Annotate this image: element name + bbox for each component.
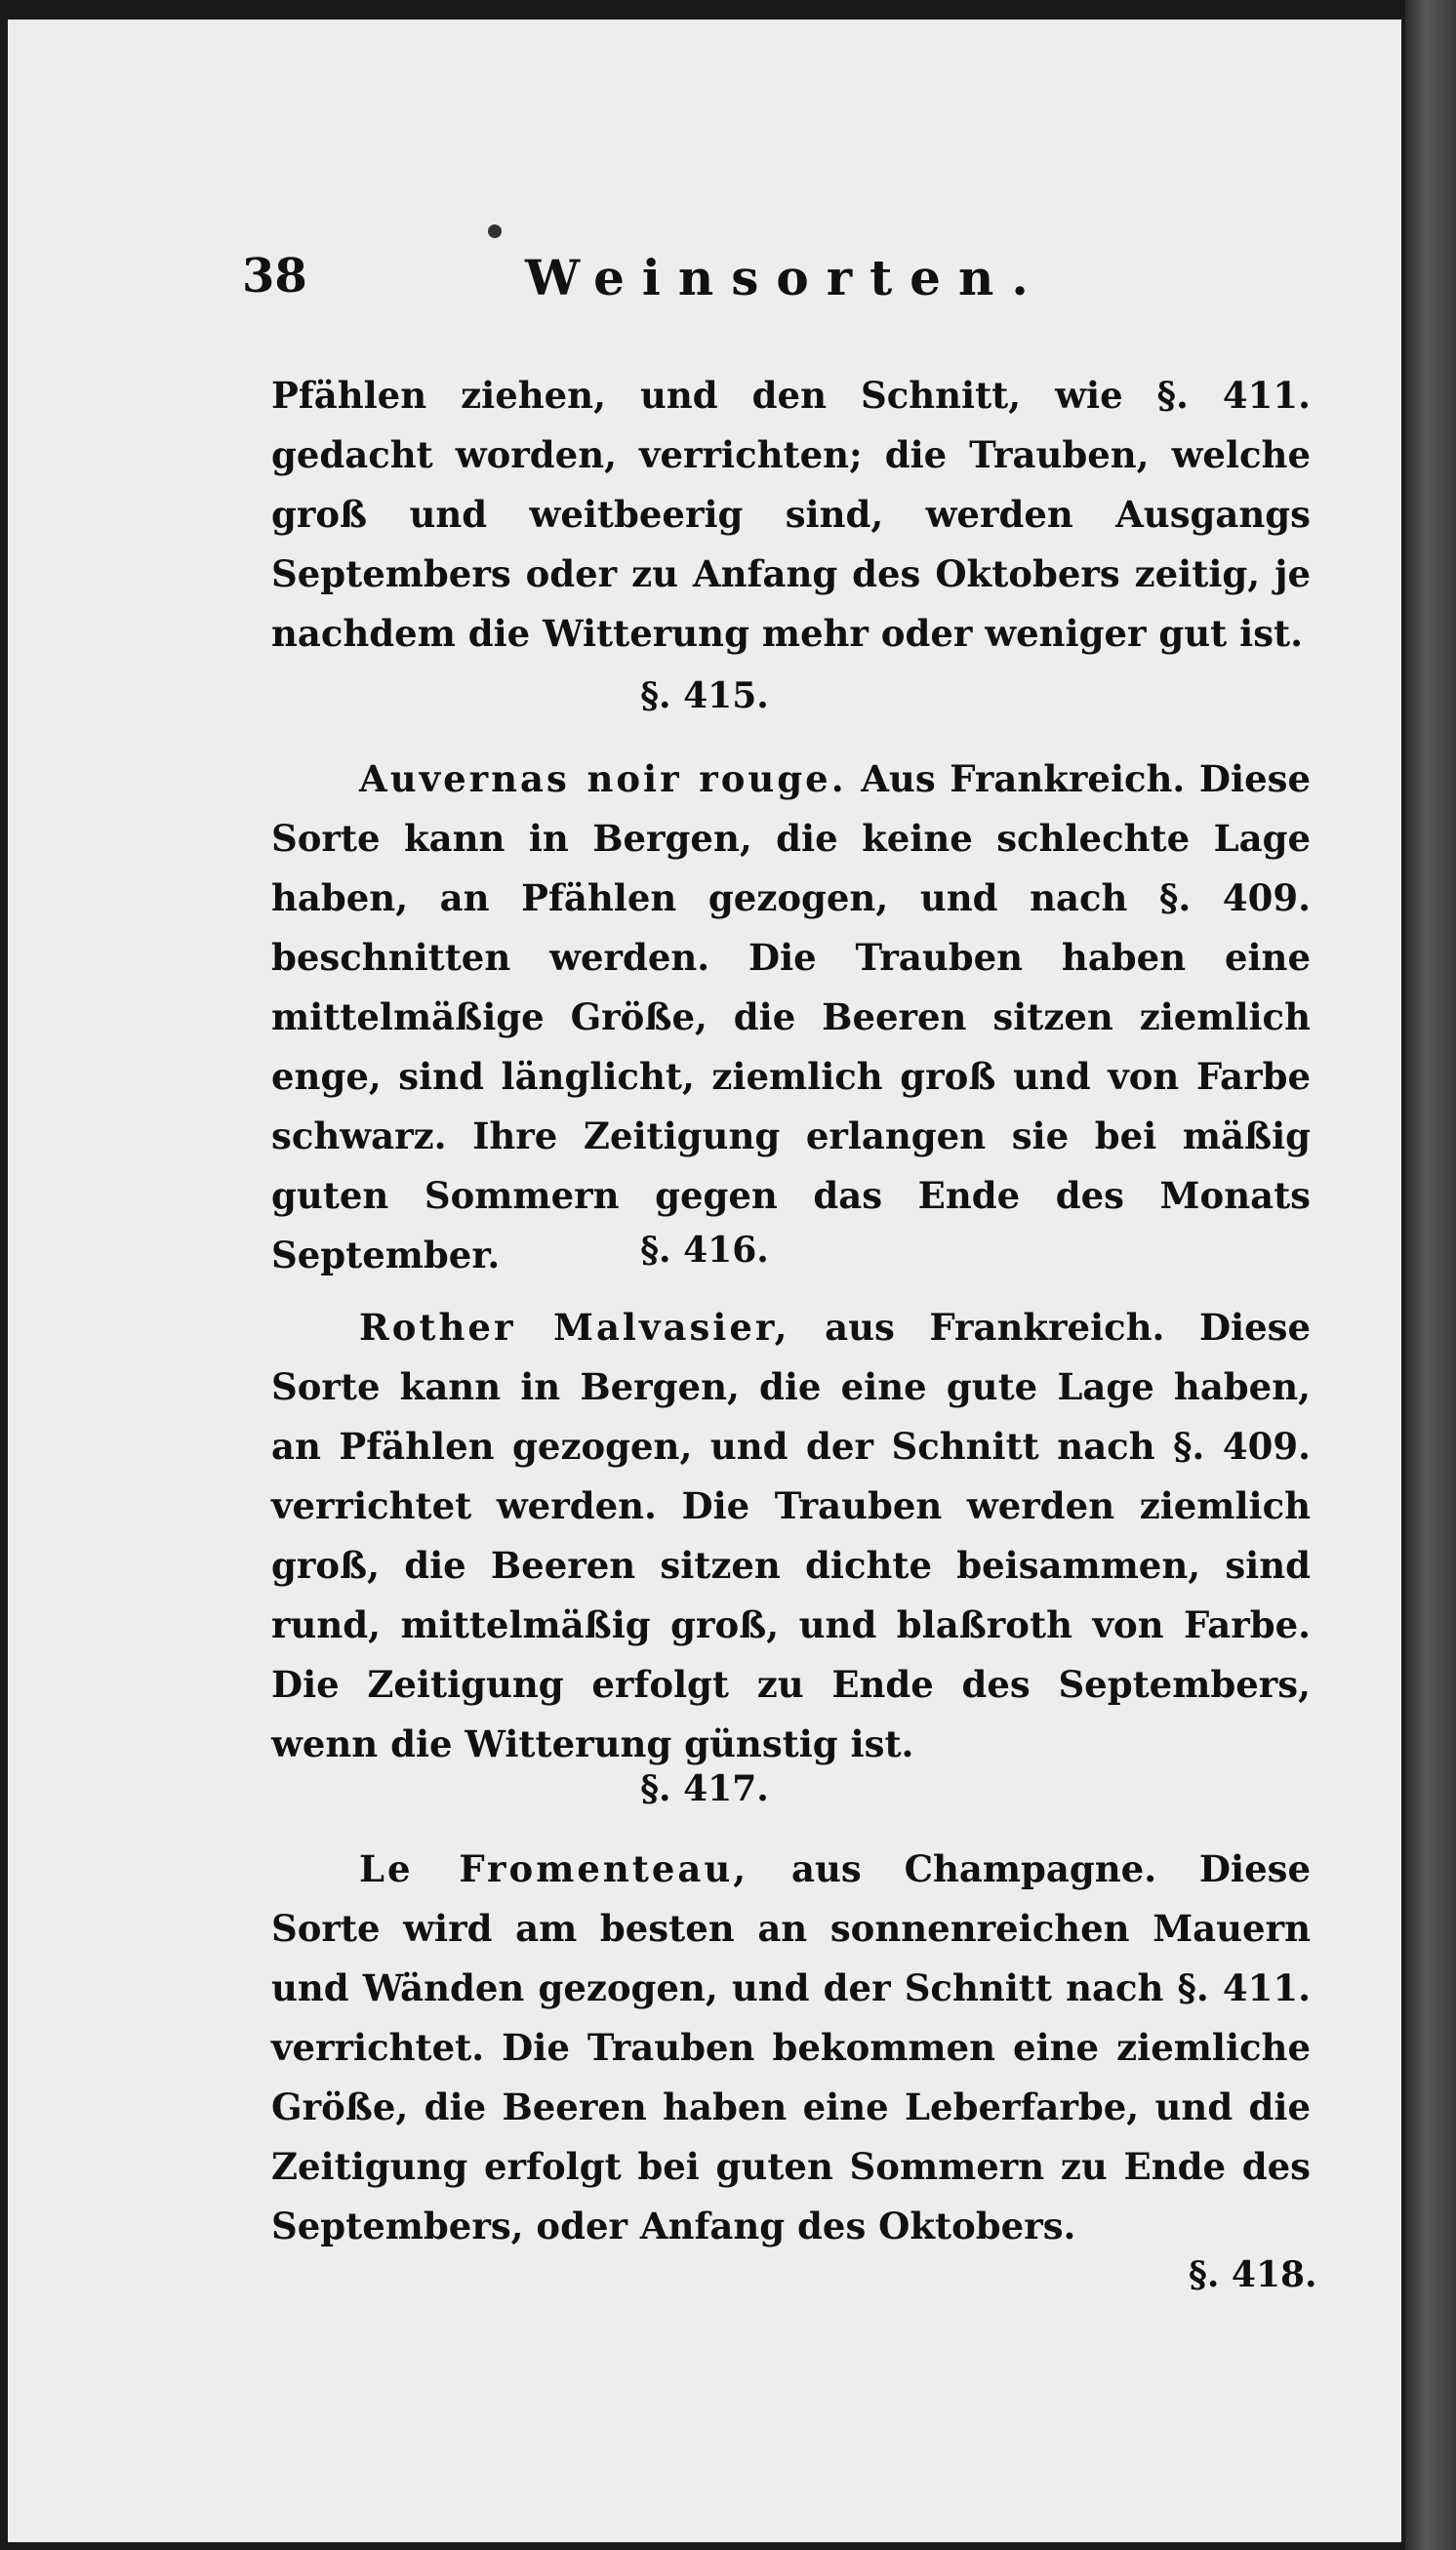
- paragraph-text: aus Frankreich. Diese Sorte kann in Bergen, die eine gute Lage haben, an Pfählen gezogen, und der Schnitt nach §. 409. verrichtet werden. Die Trauben werden ziemlich groß, die Beeren sitzen dichte beisammen, sind rund, mittelmäßig groß, und blaßroth von Farbe. Die Zeitigung erfolgt zu Ende des Septembers, wenn die Witterung günstig ist.: [271, 1306, 1311, 1765]
- page-header: [242, 249, 1218, 317]
- paragraph-text: aus Champagne. Diese Sorte wird am besten an sonnenreichen Mauern und Wänden gezogen, und der Schnitt nach §. 411. verrichtet. Die Trauben bekommen eine ziemliche Größe, die Beeren haben eine Leberfarbe, und die Zeitigung erfolgt bei guten Sommern zu Ende des Septembers, oder Anfang des Oktobers.: [271, 1847, 1311, 2247]
- paragraph-417: [271, 1840, 1311, 2256]
- variety-name: Le Fromenteau,: [359, 1847, 749, 1890]
- section-heading-415: §. 415.: [640, 675, 769, 716]
- paragraph-415: [271, 749, 1311, 1285]
- running-head: Weinsorten.: [525, 249, 1046, 306]
- section-heading-417: §. 417.: [640, 1768, 769, 1809]
- catchword: §. 418.: [1189, 2254, 1317, 2295]
- section-heading-416: §. 416.: [640, 1230, 769, 1271]
- page-number: 38: [242, 249, 307, 304]
- variety-name: Auvernas noir rouge.: [359, 757, 847, 800]
- paragraph-text: Aus Frankreich. Diese Sorte kann in Bergen, die keine schlechte Lage haben, an Pfählen gezogen, und nach §. 409. beschnitten werden. Die Trauben haben eine mittelmäßige Größe, die Beeren sitzen ziemlich enge, sind länglicht, ziemlich groß und von Farbe schwarz. Ihre Zeitigung erlangen sie bei mäßig guten Sommern gegen das Ende des Monats September.: [271, 757, 1311, 1276]
- paragraph-416: [271, 1298, 1311, 1774]
- paragraph-text: Pfählen ziehen, und den Schnitt, wie §. 411. gedacht worden, verrichten; die Trauben, welche groß und weitbeerig sind, werden Ausgangs Septembers oder zu Anfang des Oktobers zeitig, je nachdem die Witterung mehr oder weniger gut ist.: [271, 374, 1311, 655]
- paragraph-continuation: [271, 366, 1311, 664]
- ink-spot: [488, 224, 502, 238]
- variety-name: Rother Malvasier,: [359, 1306, 790, 1349]
- book-page: [8, 20, 1401, 2542]
- page-edge-shadow: [1405, 0, 1456, 2550]
